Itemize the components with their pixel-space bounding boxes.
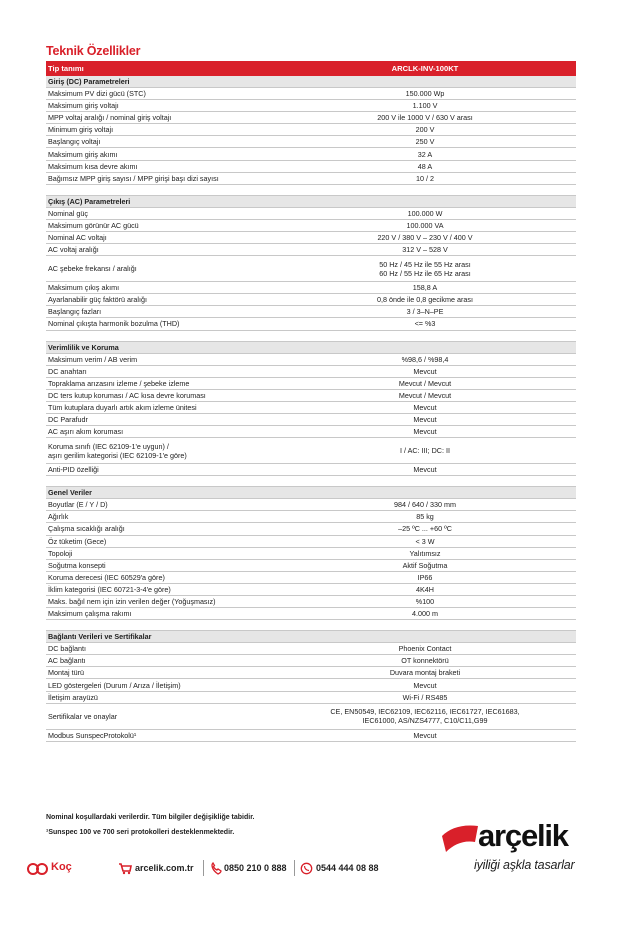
row-value: 200 V ile 1000 V / 630 V arası <box>274 112 576 124</box>
whatsapp-icon <box>300 862 313 875</box>
row-value: 158,8 A <box>274 282 576 294</box>
table-row <box>46 523 576 535</box>
row-value: 10 / 2 <box>274 172 576 184</box>
table-row <box>46 643 576 655</box>
table-row <box>46 231 576 243</box>
row-value-line: IEC61000, AS/NZS4777, C10/C11,G99 <box>362 716 488 726</box>
row-label: MPP voltaj aralığı / nominal giriş voltajı <box>46 112 274 124</box>
table-row <box>46 160 576 172</box>
page-title: Teknik Özellikler <box>46 44 141 58</box>
table-row <box>46 112 576 124</box>
row-value: Wi-Fi / RS485 <box>274 691 576 703</box>
spacer-row <box>46 620 576 631</box>
row-label: Nominal AC voltajı <box>46 231 274 243</box>
table-row <box>46 365 576 377</box>
row-value: <= %3 <box>274 318 576 330</box>
row-label: Tüm kutuplara duyarlı artık akım izleme ünitesi <box>46 401 274 413</box>
table-row <box>46 413 576 425</box>
row-value: IP66 <box>274 571 576 583</box>
row-label: Minimum giriş voltajı <box>46 124 274 136</box>
header-model: ARCLK-INV-100KT <box>274 61 576 76</box>
row-label-line: aşırı gerilim kategorisi (IEC 62109-1'e göre) <box>48 450 187 460</box>
row-value: 4K4H <box>274 583 576 595</box>
table-row <box>46 401 576 413</box>
row-value: 100.000 W <box>274 207 576 219</box>
table-row <box>46 667 576 679</box>
section-title: Genel Veriler <box>46 487 274 499</box>
row-label: Ağırlık <box>46 511 274 523</box>
table-row <box>46 282 576 294</box>
table-row <box>46 219 576 231</box>
table-row <box>46 426 576 438</box>
table-row <box>46 148 576 160</box>
table-row <box>46 88 576 100</box>
row-value: Duvara montaj braketi <box>274 667 576 679</box>
row-label: Koruma derecesi (IEC 60529'a göre) <box>46 571 274 583</box>
row-value: 85 kg <box>274 511 576 523</box>
row-label: Sertifikalar ve onaylar <box>46 703 274 729</box>
row-value: %100 <box>274 596 576 608</box>
table-row <box>46 207 576 219</box>
phone-link[interactable]: 0850 210 0 888 <box>224 863 287 873</box>
row-label: Montaj türü <box>46 667 274 679</box>
row-value: %98,6 / %98,4 <box>274 353 576 365</box>
row-label: DC anahtarı <box>46 365 274 377</box>
row-value: 0,8 önde ile 0,8 gecikme arası <box>274 294 576 306</box>
section-title: Bağlantı Verileri ve Sertifikalar <box>46 631 274 643</box>
row-value: Phoenix Contact <box>274 643 576 655</box>
brand-slogan: iyiliği aşkla tasarlar <box>474 858 575 872</box>
row-value-line: 50 Hz / 45 Hz ile 55 Hz arası <box>379 259 471 269</box>
divider <box>294 860 295 876</box>
table-row <box>46 136 576 148</box>
row-label: Başlangıç voltajı <box>46 136 274 148</box>
row-value: 200 V <box>274 124 576 136</box>
table-row <box>46 499 576 511</box>
cart-icon <box>118 862 132 875</box>
table-row <box>46 583 576 595</box>
row-label: Maksimum verim / AB verim <box>46 353 274 365</box>
row-label: Çalışma sıcaklığı aralığı <box>46 523 274 535</box>
row-label: AC bağlantı <box>46 655 274 667</box>
row-label: Topoloji <box>46 547 274 559</box>
row-value <box>274 256 576 282</box>
row-label: Maksimum giriş akımı <box>46 148 274 160</box>
table-row <box>46 535 576 547</box>
spacer-row <box>46 330 576 341</box>
row-label: Ayarlanabilir güç faktörü aralığı <box>46 294 274 306</box>
row-value-line: 60 Hz / 55 Hz ile 65 Hz arası <box>379 268 471 278</box>
table-row <box>46 596 576 608</box>
row-value: 312 V – 528 V <box>274 244 576 256</box>
table-row <box>46 172 576 184</box>
row-value: 150.000 Wp <box>274 88 576 100</box>
row-label: Maksimum görünür AC gücü <box>46 219 274 231</box>
table-row <box>46 571 576 583</box>
brand-name: arçelik <box>478 818 568 853</box>
row-label: Bağımsız MPP giriş sayısı / MPP girişi başı dizi sayısı <box>46 172 274 184</box>
row-value: Mevcut <box>274 679 576 691</box>
section-title: Çıkış (AC) Parametreleri <box>46 195 274 207</box>
table-header <box>46 61 576 76</box>
table-row <box>46 377 576 389</box>
row-value: Mevcut <box>274 464 576 476</box>
row-label: Maksimum çalışma rakımı <box>46 608 274 620</box>
table-row <box>46 464 576 476</box>
section-dc <box>46 76 576 88</box>
table-row <box>46 438 576 464</box>
row-label: LED göstergeleri (Durum / Arıza / İletişim) <box>46 679 274 691</box>
divider <box>203 860 204 876</box>
row-value: 4.000 m <box>274 608 576 620</box>
spacer-row <box>46 476 576 487</box>
table-row <box>46 691 576 703</box>
row-label: Maksimum PV dizi gücü (STC) <box>46 88 274 100</box>
row-value: Mevcut <box>274 413 576 425</box>
row-label: Maksimum kısa devre akımı <box>46 160 274 172</box>
table-row <box>46 679 576 691</box>
section-efficiency <box>46 341 576 353</box>
section-ac <box>46 195 576 207</box>
row-value: 220 V / 380 V – 230 V / 400 V <box>274 231 576 243</box>
header-label: Tip tanımı <box>46 61 274 76</box>
row-label: Boyutlar (E / Y / D) <box>46 499 274 511</box>
row-value: Mevcut <box>274 729 576 741</box>
row-value: Yalıtımsız <box>274 547 576 559</box>
row-value: 48 A <box>274 160 576 172</box>
spec-table <box>46 61 576 742</box>
row-label: AC şebeke frekansı / aralığı <box>46 256 274 282</box>
table-row <box>46 559 576 571</box>
row-label: AC voltaj aralığı <box>46 244 274 256</box>
koc-group-name: Koç <box>51 861 72 873</box>
footnote-general: Nominal koşullardaki verilerdir. Tüm bilgiler değişikliğe tabidir. <box>46 814 255 821</box>
row-value: OT konnektörü <box>274 655 576 667</box>
row-label: DC Parafudr <box>46 413 274 425</box>
table-row <box>46 655 576 667</box>
row-value: Mevcut / Mevcut <box>274 377 576 389</box>
row-label <box>46 438 274 464</box>
row-label-line: Koruma sınıfı (IEC 62109-1'e uygun) / <box>48 441 169 451</box>
row-value: 250 V <box>274 136 576 148</box>
footnote-sunspec: ¹Sunspec 100 ve 700 seri protokolleri desteklenmektedir. <box>46 829 235 836</box>
table-row <box>46 244 576 256</box>
table-row <box>46 547 576 559</box>
row-label: Maks. bağıl nem için izin verilen değer (Yoğuşmasız) <box>46 596 274 608</box>
row-value: < 3 W <box>274 535 576 547</box>
row-label: Maksimum giriş voltajı <box>46 100 274 112</box>
section-title: Verimlilik ve Koruma <box>46 341 274 353</box>
row-label: DC ters kutup koruması / AC kısa devre koruması <box>46 389 274 401</box>
row-value: 32 A <box>274 148 576 160</box>
website-link[interactable]: arcelik.com.tr <box>135 863 194 873</box>
row-label: Nominal çıkışta harmonik bozulma (THD) <box>46 318 274 330</box>
spacer-row <box>46 184 576 195</box>
row-value: 1.100 V <box>274 100 576 112</box>
table-row <box>46 124 576 136</box>
row-label: Soğutma konsepti <box>46 559 274 571</box>
row-label: İklim kategorisi (IEC 60721-3-4'e göre) <box>46 583 274 595</box>
row-value: Mevcut <box>274 426 576 438</box>
row-label: Modbus SunspecProtokolü¹ <box>46 729 274 741</box>
section-connection <box>46 631 576 643</box>
phone-icon <box>210 862 222 875</box>
row-value: Mevcut / Mevcut <box>274 389 576 401</box>
row-label: Nominal güç <box>46 207 274 219</box>
row-value: 100.000 VA <box>274 219 576 231</box>
row-label: İletişim arayüzü <box>46 691 274 703</box>
table-row <box>46 294 576 306</box>
table-row <box>46 318 576 330</box>
row-value: I / AC: III; DC: II <box>274 438 576 464</box>
row-value: Mevcut <box>274 365 576 377</box>
row-label: Topraklama arızasını izleme / şebeke izleme <box>46 377 274 389</box>
row-value: 3 / 3–N–PE <box>274 306 576 318</box>
table-row <box>46 100 576 112</box>
table-row <box>46 511 576 523</box>
row-value: 984 / 640 / 330 mm <box>274 499 576 511</box>
table-row <box>46 703 576 729</box>
row-label: AC aşırı akım koruması <box>46 426 274 438</box>
row-label: Öz tüketim (Gece) <box>46 535 274 547</box>
table-row <box>46 389 576 401</box>
row-label: Maksimum çıkış akımı <box>46 282 274 294</box>
row-label: DC bağlantı <box>46 643 274 655</box>
whatsapp-link[interactable]: 0544 444 08 88 <box>316 863 379 873</box>
arcelik-brand-icon <box>440 822 480 854</box>
row-value: –25 ºC ... +60 ºC <box>274 523 576 535</box>
row-value-line: CE, EN50549, IEC62109, IEC62116, IEC61727, IEC61683, <box>330 707 520 717</box>
row-label: Başlangıç fazları <box>46 306 274 318</box>
table-row <box>46 256 576 282</box>
table-row <box>46 306 576 318</box>
section-title: Giriş (DC) Parametreleri <box>46 76 274 88</box>
table-row <box>46 729 576 741</box>
row-value: Aktif Soğutma <box>274 559 576 571</box>
table-row <box>46 608 576 620</box>
table-row <box>46 353 576 365</box>
row-value <box>274 703 576 729</box>
row-value: Mevcut <box>274 401 576 413</box>
section-general <box>46 487 576 499</box>
row-label: Anti-PID özelliği <box>46 464 274 476</box>
